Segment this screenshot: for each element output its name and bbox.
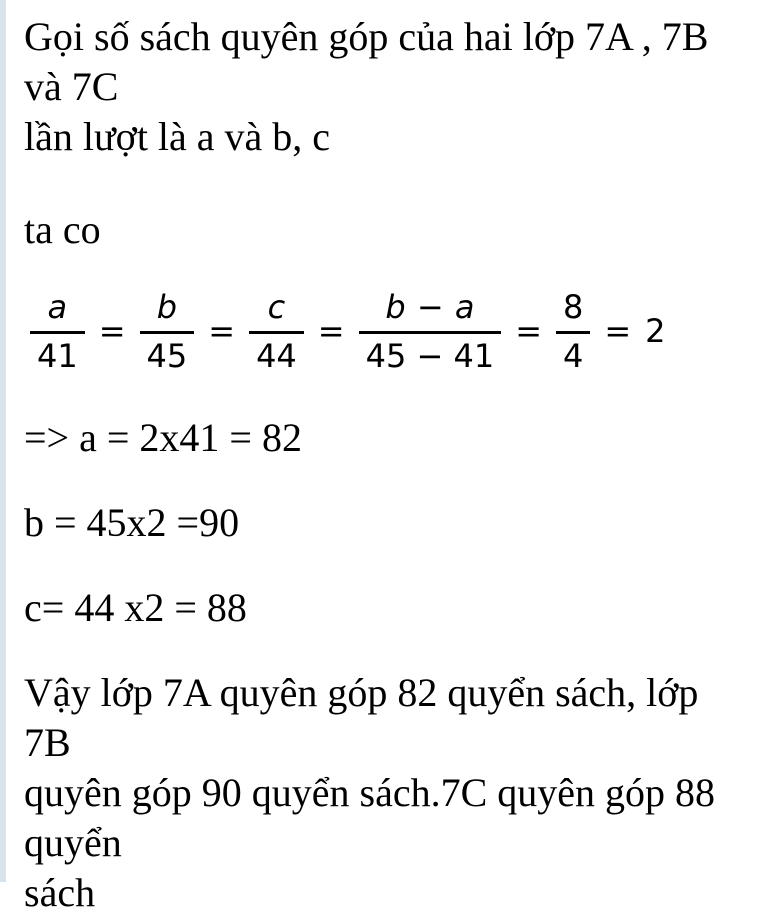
equals-operator: = xyxy=(317,312,345,351)
conclusion-line-3: sách xyxy=(24,870,96,916)
equation-result: 2 xyxy=(645,312,666,351)
intro-paragraph xyxy=(24,12,747,162)
fraction xyxy=(359,288,502,375)
conclusion-line-2: quyên góp 90 quyển sách.7C quyên góp 88 quyển xyxy=(24,770,716,866)
fraction-numerator: b − a xyxy=(359,291,502,334)
fraction-numerator: b xyxy=(140,291,195,334)
equals-operator: = xyxy=(604,312,632,351)
fraction-denominator: 45 xyxy=(146,336,188,375)
intro-line-1: Gọi số sách quyên góp của hai lớp 7A , 7B và 7C xyxy=(24,14,709,109)
ta-co-label: ta co xyxy=(24,207,101,252)
fraction xyxy=(30,288,85,375)
step-c: c= 44 x2 = 88 xyxy=(24,585,247,631)
fraction-denominator: 44 xyxy=(256,336,297,375)
fraction xyxy=(249,288,304,375)
fraction-denominator: 45 − 41 xyxy=(365,336,495,375)
equals-operator: = xyxy=(515,312,542,351)
fraction-denominator: 41 xyxy=(37,336,78,375)
step-b: b = 45x2 =90 xyxy=(24,500,240,546)
step-a: => a = 2x41 = 82 xyxy=(24,415,302,461)
equation xyxy=(30,288,747,375)
conclusion-paragraph xyxy=(24,668,747,918)
fraction-numerator: c xyxy=(249,291,304,334)
intro-line-2: lần lượt là a và b, c xyxy=(24,114,331,159)
fraction-numerator: 8 xyxy=(556,291,590,334)
fraction xyxy=(140,288,195,375)
fraction-numerator: a xyxy=(30,291,85,334)
conclusion-line-1: Vậy lớp 7A quyên góp 82 quyển sách, lớp 7B xyxy=(24,670,699,766)
equals-operator: = xyxy=(98,312,126,351)
fraction xyxy=(556,288,590,375)
equals-operator: = xyxy=(208,312,236,351)
fraction-denominator: 4 xyxy=(563,336,584,375)
